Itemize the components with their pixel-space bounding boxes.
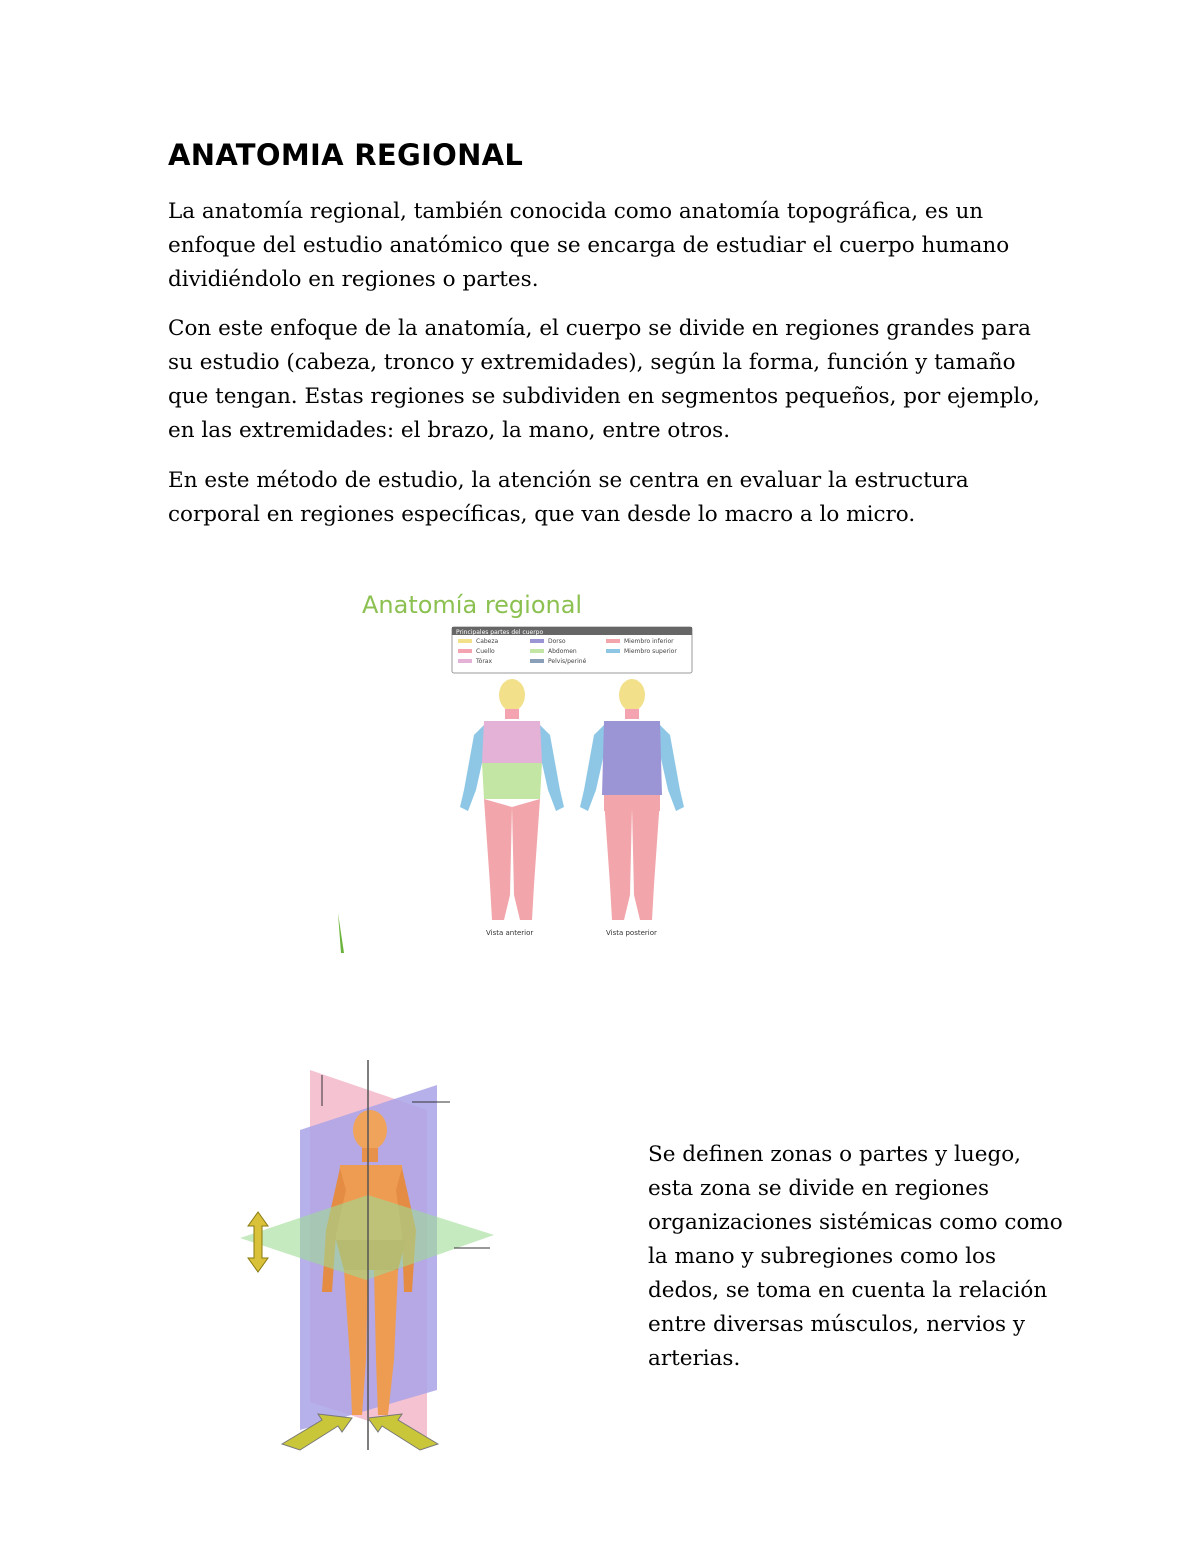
figure-title: Anatomía regional bbox=[362, 591, 583, 619]
legend-swatch bbox=[530, 639, 544, 643]
anterior-body-figure bbox=[460, 679, 564, 937]
legend-swatch bbox=[606, 639, 620, 643]
legend-label: Abdomen bbox=[548, 648, 577, 655]
regional-anatomy-figure bbox=[334, 585, 774, 957]
paragraph-intro: La anatomía regional, también conocida como anatomía topográfica, es un enfoque del estudio anatómico que se encarga de estudiar el cuerpo humano dividiéndolo en regiones o partes. bbox=[168, 199, 1010, 292]
legend-label: Pelvis/periné bbox=[548, 658, 587, 665]
legend-label: Miembro inferior bbox=[624, 638, 674, 645]
legend-swatch bbox=[458, 659, 472, 663]
anatomical-planes-figure bbox=[222, 1030, 562, 1470]
legend-swatch bbox=[530, 659, 544, 663]
legend-label: Dorso bbox=[548, 638, 566, 645]
legend-label: Tórax bbox=[476, 658, 493, 665]
caption-posterior: Vista posterior bbox=[606, 929, 657, 937]
decorative-leaf-shape bbox=[338, 913, 344, 953]
posterior-body-figure bbox=[580, 679, 684, 937]
legend-label: Miembro superior bbox=[624, 648, 677, 655]
legend-swatch bbox=[458, 639, 472, 643]
paragraph-method: En este método de estudio, la atención se centra en evaluar la estructura corporal en regiones específicas, que van desde lo macro a lo micro. bbox=[168, 468, 969, 527]
legend-label: Cabeza bbox=[476, 638, 499, 645]
document-title: ANATOMIA REGIONAL bbox=[168, 138, 524, 172]
caption-anterior: Vista anterior bbox=[486, 929, 534, 937]
legend-title: Principales partes del cuerpo bbox=[456, 629, 544, 636]
legend-label: Cuello bbox=[476, 648, 495, 655]
transverse-plane bbox=[240, 1195, 494, 1280]
legend-swatch bbox=[458, 649, 472, 653]
legend-swatch bbox=[530, 649, 544, 653]
legend-swatch bbox=[606, 649, 620, 653]
paragraph-regions: Con este enfoque de la anatomía, el cuerpo se divide en regiones grandes para su estudio (cabeza, tronco y extremidades), según la forma, función y tamaño que tengan. Estas regiones se subdividen en segmentos pequeños, por ejemplo, en las extremidades: el brazo, la mano, entre otros. bbox=[168, 316, 1040, 443]
legend-box bbox=[452, 627, 692, 673]
paragraph-side: Se definen zonas o partes y luego, esta zona se divide en regiones organizaciones sistémicas como como la mano y subregiones como los dedos, se toma en cuenta la relación entre diversas músculos, nervios y arterias. bbox=[648, 1142, 1063, 1371]
